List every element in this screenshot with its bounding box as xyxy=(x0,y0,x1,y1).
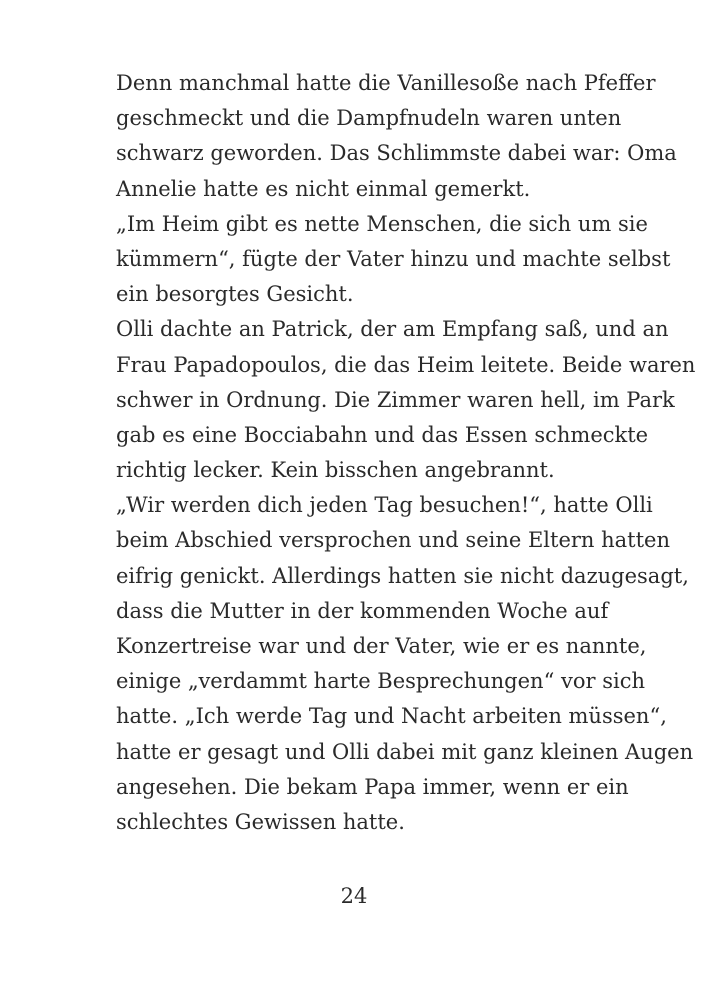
text-line: „Im Heim gibt es nette Menschen, die sich um sie xyxy=(116,211,648,236)
text-line: eifrig genickt. Allerdings hatten sie nicht dazugesagt, xyxy=(116,563,689,588)
text-line: gab es eine Bocciabahn und das Essen schmeckte xyxy=(116,422,649,447)
text-line: hatte. „Ich werde Tag und Nacht arbeiten müssen“, xyxy=(116,704,667,729)
text-line: kümmern“, fügte der Vater hinzu und machte selbst xyxy=(116,246,671,271)
text-line: angesehen. Die bekam Papa immer, wenn er ein xyxy=(116,774,629,799)
body-text xyxy=(116,66,696,840)
text-line: Olli dachte an Patrick, der am Empfang saß, und an xyxy=(116,317,669,342)
text-line: Frau Papadopoulos, die das Heim leitete. Beide waren xyxy=(116,352,696,377)
text-line: Denn manchmal hatte die Vanillesoße nach Pfeffer xyxy=(116,71,656,95)
text-line: richtig lecker. Kein bisschen angebrannt. xyxy=(116,458,555,483)
text-line: ein besorgtes Gesicht. xyxy=(116,282,354,307)
text-line: hatte er gesagt und Olli dabei mit ganz kleinen Augen xyxy=(116,739,694,764)
text-line: einige „verdammt harte Besprechungen“ vor sich xyxy=(116,669,645,694)
text-line: Annelie hatte es nicht einmal gemerkt. xyxy=(116,176,531,201)
text-line: dass die Mutter in der kommenden Woche auf xyxy=(116,598,609,623)
text-line: Konzertreise war und der Vater, wie er es nannte, xyxy=(116,634,647,658)
page-number: 24 xyxy=(340,884,368,908)
text-line: beim Abschied versprochen und seine Eltern hatten xyxy=(116,528,670,553)
text-line: schwer in Ordnung. Die Zimmer waren hell, im Park xyxy=(116,387,675,412)
text-line: „Wir werden dich jeden Tag besuchen!“, hatte Olli xyxy=(116,493,653,518)
text-line: schlechtes Gewissen hatte. xyxy=(116,809,405,834)
text-line: geschmeckt und die Dampfnudeln waren unten xyxy=(116,106,622,131)
text-line: schwarz geworden. Das Schlimmste dabei war: Oma xyxy=(116,141,677,166)
